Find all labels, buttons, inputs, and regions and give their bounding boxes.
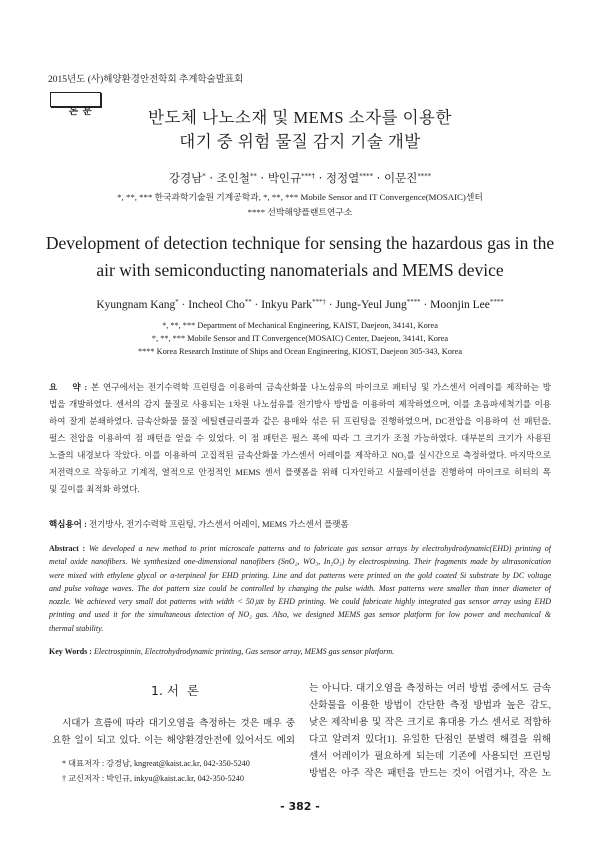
korean-affiliation-line: **** 선박해양플랜트연구소 — [247, 207, 353, 217]
author-name: Jung-Yeul Jung — [335, 299, 407, 311]
footnote-lead-author: * 대표저자 : 강경남, kngreat@kaist.ac.kr, 042-350-5240 — [62, 759, 250, 768]
body-line: 다고 알려져 있다[1]. 유일한 단점인 분별력 해결을 위해 — [309, 734, 551, 745]
abstract-line — [49, 379, 551, 396]
author-name: Incheol Cho — [188, 299, 245, 311]
english-affiliation-line: **** Korea Research Institute of Ships and Ocean Engineering, KIOST, Daejeon 305-343, Korea — [137, 347, 463, 356]
author-mark: **** — [489, 299, 504, 307]
author-name: 박인규 — [267, 171, 302, 185]
body-column-right — [309, 680, 551, 782]
english-affiliation-line: *, **, *** Department of Mechanical Engineering, KAIST, Daejeon, 34141, Korea — [162, 321, 438, 330]
english-abstract — [49, 542, 551, 635]
abstract-line: 법을 개발하였다. 센서의 감지 물질로 사용되는 1차원 나노섬유를 전기방사 방법을 이용하여 제작하였으며, 이를 초음파세척기를 이용 — [49, 399, 551, 409]
page-number: - 382 - — [280, 800, 320, 813]
abstract-line: 노즐의 내경보다 작았다. 이를 이용하여 고집적된 금속산화물 가스센서 어레이를 제작하고 NO₂를 실시간으로 측정하였다. 마지막으로 — [49, 450, 551, 460]
english-keywords-text: Electrospinnin, Electrohydrodynamic printing, Gas sensor array, MEMS gas sensor platform. — [93, 647, 395, 656]
abstract-line: 펄스 전압을 이용하여 점 패턴을 얻을 수 있었다. 이 점 패턴은 펄스 폭에 따라 그 크기가 조절 가능하였다. 대부분의 크기가 사용된 — [49, 433, 551, 443]
category-label-box — [50, 92, 101, 117]
footnote-corresponding-author: † 교신저자 : 박인규, inkyu@kaist.ac.kr, 042-350-5240 — [62, 774, 244, 783]
conference-header: 2015년도 (사)해양환경안전학회 추계학술발표회 — [48, 75, 244, 85]
korean-title-line-1: 반도체 나노소재 및 MEMS 소자를 이용한 — [148, 108, 452, 127]
body-line: 센서 어레이가 필요하게 되는데 기존에 사용되던 프린팅 — [309, 751, 551, 762]
author-separator: · — [251, 299, 262, 311]
abstract-line: 저전력으로 작동하고 기계적, 열적으로 안정적인 MEMS 센서 플랫폼을 위해 디자인하고 시뮬레이션을 진행하여 마이크로 히터의 폭 — [49, 467, 551, 477]
abstract-line: 및 길이를 최적화 하였다. — [49, 484, 140, 494]
abstract-line-text: 본 연구에서는 전기수력학 프린팅을 이용하여 금속산화물 나노섬유의 마이크로 패터닝 및 가스센서 어레이를 제작하는 방 — [91, 382, 551, 392]
abstract-line: thermal stability. — [49, 623, 104, 633]
abstract-line-text: We developed a new method to print microscale patterns and to fabricate gas sensor arrays by electrohydrodynamic(EHD) printing of — [89, 544, 551, 553]
author-mark: **** — [359, 172, 374, 181]
author-mark: ***† — [301, 172, 315, 181]
author-mark: ***† — [312, 299, 326, 307]
korean-keywords-text: 전기방사, 전기수력학 프린팅, 가스센서 어레이, MEMS 가스센서 플랫폼 — [88, 519, 349, 529]
english-keywords-label: Key Words : — [49, 647, 94, 656]
body-line: 는 아니다. 대기오염을 측정하는 여러 방법 중에서도 금속 — [309, 683, 551, 694]
english-title-line-1: Development of detection technique for sensing the hazardous gas in the — [45, 233, 555, 253]
english-keywords — [49, 645, 551, 658]
abstract-line — [49, 542, 551, 555]
korean-abstract-label: 요 약 : — [49, 382, 92, 392]
author-separator: · — [178, 299, 189, 311]
author-separator: · — [420, 299, 431, 311]
author-name: Inkyu Park — [261, 299, 313, 311]
korean-title-line-2: 대기 중 위험 물질 감지 기술 개발 — [179, 132, 421, 151]
author-name: Moonjin Lee — [430, 299, 490, 311]
korean-abstract — [49, 379, 551, 498]
korean-author-list — [0, 171, 600, 186]
author-name: 강경남 — [168, 171, 203, 185]
author-mark: **** — [406, 299, 421, 307]
abstract-line: were mixed with ethylene glycol or α-terpineol for EHD printing. Line and dot patterns were printed on the gold coated Si substrate by DC voltage — [49, 570, 551, 580]
author-name: Kyungnam Kang — [96, 299, 176, 311]
body-line: 방법은 아주 작은 패턴을 만드는 것이 어렵거나, 작은 노 — [309, 768, 551, 779]
author-separator: · — [205, 171, 217, 185]
section-heading: 1. 서 론 — [151, 683, 199, 698]
english-abstract-label: Abstract : — [49, 544, 90, 553]
korean-keywords-label: 핵심용어 : — [49, 519, 89, 529]
author-mark: ** — [249, 172, 257, 181]
author-separator: · — [314, 171, 326, 185]
author-mark: **** — [417, 172, 432, 181]
english-title-line-2: air with semiconducting nanomaterials and MEMS device — [96, 260, 504, 280]
author-name: 이문진 — [383, 171, 418, 185]
abstract-line: and pulse voltage waves. The dot pattern size could be controlled by changing the pulse width. Most patterns were smaller than inner diameter of — [49, 583, 551, 593]
korean-affiliation-line: *, **, *** 한국과학기술원 기계공학과, *, **, *** Mobile Sensor and IT Convergence(MOSAIC)센터 — [117, 192, 483, 202]
author-separator: · — [373, 171, 384, 185]
body-line: 시대가 흐름에 따라 대기오염을 측정하는 것은 매우 중 — [62, 718, 295, 729]
body-column-left — [52, 715, 295, 749]
author-mark: * — [202, 172, 206, 181]
category-label: 논 문 — [68, 107, 92, 117]
korean-keywords — [49, 517, 551, 531]
abstract-line: nozzle. We achieved very small dot patterns with width < 50㎛ by EHD printing. We could fabricate highly integrated gas sensor array using EHD — [49, 597, 551, 607]
abstract-line: printing and used it for the simultaneous detection of NO₂ gas. Also, we designed MEMS gas sensor platform for low power and mechanical & — [49, 610, 551, 620]
body-line: 낮은 제작비용 및 작은 크기로 휴대용 가스 센서로 적합하 — [309, 717, 551, 728]
english-affiliation-line: *, **, *** Mobile Sensor and IT Convergence(MOSAIC) Center, Daejeon, 34141, Korea — [151, 334, 449, 343]
author-mark: ** — [244, 299, 252, 307]
author-name: 정정열 — [325, 171, 360, 185]
author-separator: · — [325, 299, 336, 311]
author-mark: * — [175, 299, 179, 307]
author-separator: · — [256, 171, 268, 185]
author-name: 조인철 — [216, 171, 250, 185]
abstract-line: metal oxide nanofibers. We synthesized one-dimensional nanofibers (SnO₂, WO₃, In₂O₃) by electrospinning. Their fragments made by ultrasonication — [49, 557, 551, 567]
body-line: 요한 일이 되고 있다. 이는 해양환경안전에 있어서도 예외 — [52, 735, 295, 746]
abstract-line: 하여 잘게 분쇄하였다. 금속산화물 물질 에틸렌글리콜과 같은 용매와 섞은 뒤 프린팅을 진행하였으며, DC전압을 이용하여 선 패턴을, — [49, 416, 551, 426]
english-author-list — [0, 298, 600, 313]
body-line: 산화물을 이용한 방법이 간단한 측정 방법과 높은 감도, — [309, 700, 551, 711]
